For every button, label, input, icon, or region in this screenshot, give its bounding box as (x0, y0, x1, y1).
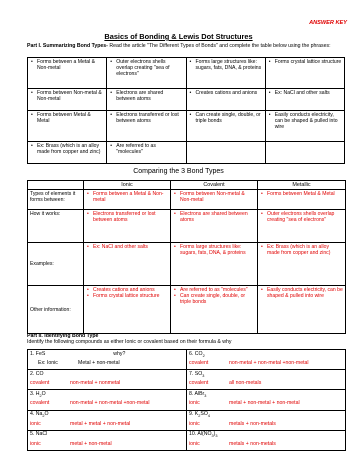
compound-cell (187, 410, 346, 420)
answer-cell: • Are referred to as "molecules" (173, 287, 255, 293)
compound-formula: K (194, 411, 199, 418)
table-row (28, 410, 346, 420)
table-row (28, 430, 346, 440)
answer-cell: • Forms crystal lattice structure (86, 293, 168, 299)
table-row (28, 380, 346, 390)
phrase: • Forms between Metal & Metal (30, 112, 104, 124)
answer-key-label: ANSWER KEY (309, 20, 347, 26)
row-label: Examples: (28, 243, 84, 286)
compound-cell (28, 390, 187, 400)
phrase: • Outer electrons shells overlap creating "sea of electrons" (109, 59, 183, 77)
phrase-column-3 (186, 58, 265, 89)
row-label: How it works: (28, 210, 84, 243)
formula-tail: O (41, 390, 46, 397)
phrase-column-4 (265, 58, 344, 89)
formula-subscript: 2 (202, 353, 205, 358)
reason-answer: non-metal + non-metal +non-metal (70, 400, 150, 407)
formula-subscript: 3 (204, 393, 207, 398)
compound-formula: NaCl (35, 431, 48, 438)
header-ionic: Ionic (84, 181, 171, 190)
phrase: • Forms crystal lattice structure (268, 59, 342, 65)
answer-cell: • Ex: NaCl and other salts (86, 244, 168, 250)
answer-cell (187, 360, 346, 370)
answer-cell (28, 380, 187, 390)
phrase: • Easily conducts electricity, can be shaped & pulled into wire (268, 112, 342, 130)
answer-cell: • Forms large structures like: sugars, fats, DNA, & proteins (173, 244, 255, 256)
compound-number: 6. (189, 350, 194, 357)
phrase: • Ex: Brass (which is an alloy made from copper and zinc) (30, 143, 104, 155)
compound-cell (187, 370, 346, 380)
compound-cell (187, 430, 346, 440)
table-row (28, 400, 346, 410)
table-row (28, 420, 346, 430)
bond-type-answer: covalent (30, 400, 50, 407)
formula-subscript: 3 (211, 434, 214, 439)
bond-type-answer: covalent (189, 360, 209, 367)
compound-number: 9. (189, 411, 194, 418)
comparison-heading: Comparing the 3 Bond Types (133, 168, 224, 175)
bond-type-answer: ionic (30, 420, 41, 427)
phrase: • Electrons transferred or lost between atoms (109, 112, 183, 124)
answer-cell (187, 380, 346, 390)
row-label: Types of elements it forms between: (28, 190, 84, 210)
part1-instructions (27, 43, 345, 49)
formula-subscript: 3 (215, 434, 218, 439)
formula-subscript: 2 (39, 393, 42, 398)
answer-cell (187, 420, 346, 430)
compound-number: 4. (30, 411, 35, 418)
compound-formula: H (35, 390, 40, 397)
compound-formula: SO (194, 370, 203, 377)
compound-formula: CO (194, 350, 203, 357)
reason-answer: metal + non-metal + non-metal (229, 400, 300, 407)
compound-cell (187, 350, 346, 360)
bond-type-answer: Ex: Ionic (38, 360, 58, 367)
answer-cell (187, 440, 346, 450)
part2-instructions-text: Identify the following compounds as either Ionic or covalent based on their formula & why (27, 339, 232, 346)
bond-type-answer: ionic (30, 440, 41, 447)
compound-number: 1. (30, 350, 35, 357)
compound-number: 2. (30, 370, 35, 377)
formula-tail: ) (213, 431, 216, 438)
compound-cell (28, 410, 187, 420)
answer-cell: • Ex: Brass (which is an alloy made from copper and zinc) (260, 244, 343, 256)
answer-cell (187, 400, 346, 410)
table-row (28, 440, 346, 450)
answer-cell (28, 400, 187, 410)
formula-subscript: 4 (207, 414, 210, 419)
reason-answer: non-metal + nonmetal (70, 380, 121, 387)
answer-cell (28, 360, 187, 370)
answer-cell: • Electrons are shared between atoms (173, 211, 255, 223)
header-covalent: Covalent (171, 181, 258, 190)
answer-cell: • Electrons transferred or lost between atoms (86, 211, 168, 223)
table-row (28, 350, 346, 360)
phrase: • Are referred to as "molecules" (109, 143, 183, 155)
row-label: Other information: (28, 286, 84, 334)
table-row (28, 370, 346, 380)
bond-type-answer: ionic (189, 440, 200, 447)
part1-label: Part I. Summarizing Bond Types- (27, 43, 108, 49)
bond-type-answer: covalent (189, 380, 209, 387)
header-metallic: Metallic (258, 181, 346, 190)
reason-answer: metal + non-metal (70, 440, 112, 447)
formula-subscript: 2 (42, 414, 45, 419)
answer-cell: • Outer electrons shells overlap creating "sea of electrons" (260, 211, 343, 223)
phrase: • Forms between Non-metal & Non-metal (30, 90, 104, 102)
answer-cell: • Forms between Non-metal & Non-metal (173, 191, 255, 203)
why-label: why? (113, 350, 126, 357)
answer-cell: • Forms between Metal & Metal (260, 191, 343, 197)
compound-formula: Al(NO (197, 431, 212, 438)
identify-table (27, 349, 346, 451)
reason-answer: metal + metal + non-metal (70, 420, 131, 427)
bond-type-answer: ionic (189, 400, 200, 407)
compound-cell (187, 390, 346, 400)
phrase: • Creates cations and anions (189, 90, 263, 96)
header-blank (28, 181, 84, 190)
phrase: • Forms between a Metal & Non-metal (30, 59, 104, 71)
compound-formula: Na (35, 411, 43, 418)
compound-number: 3. (30, 390, 35, 397)
phrase: • Ex: NaCl and other salts (268, 90, 342, 96)
table-row (28, 390, 346, 400)
bond-type-answer: ionic (189, 420, 200, 427)
compound-formula: AlBr (194, 390, 205, 397)
formula-tail: SO (200, 411, 208, 418)
answer-cell (28, 420, 187, 430)
answer-cell: • Creates cations and anions (86, 287, 168, 293)
compound-number: 7. (189, 370, 194, 377)
answer-cell: • Forms between a Metal & Non-metal (86, 191, 168, 203)
part1-instructions-text: Read the article "The Different Types of Bonds" and complete the table below using the phrases: (107, 43, 331, 49)
compound-formula: FeS (35, 350, 46, 357)
answer-cell: • Can create single, double, or triple bonds (173, 293, 255, 305)
phrase-column-2 (107, 58, 186, 89)
bond-type-answer: covalent (30, 380, 50, 387)
reason-answer: metals + non-metals (229, 420, 276, 427)
phrase-column-1 (28, 58, 107, 89)
compound-number: 10. (189, 431, 197, 438)
reason-answer: non-metal + non-metal +non-metal (229, 360, 309, 367)
reason-answer: all non-metals (229, 380, 262, 387)
reason-answer: Metal + non-metal (78, 360, 120, 367)
phrase: • Electrons are shared between atoms (109, 90, 183, 102)
part2-instructions (27, 333, 345, 345)
answer-cell (28, 440, 187, 450)
phrase-table (27, 57, 345, 164)
table-row (28, 360, 346, 370)
formula-subscript: 3 (202, 373, 205, 378)
compound-cell (28, 430, 187, 440)
phrase: • Can create single, double, or triple bonds (189, 112, 263, 124)
page-title: Basics of Bonding & Lewis Dot Structures (104, 32, 253, 41)
formula-subscript: 2 (198, 414, 201, 419)
compound-cell (28, 370, 187, 380)
part2-label: Part II. Identifying Bond Type (27, 333, 99, 339)
compound-number: 5. (30, 431, 35, 438)
phrase: • Forms large structures like: sugars, fats, DNA, & proteins (189, 59, 263, 71)
compound-number: 8. (189, 390, 194, 397)
reason-answer: metals + non-metals (229, 440, 276, 447)
compound-formula: CO (35, 370, 44, 377)
formula-tail: O (44, 411, 49, 418)
comparison-table (27, 180, 346, 334)
compound-cell (28, 350, 187, 360)
answer-cell: • Easily conducts electricity, can be shaped & pulled into wire (260, 287, 343, 299)
